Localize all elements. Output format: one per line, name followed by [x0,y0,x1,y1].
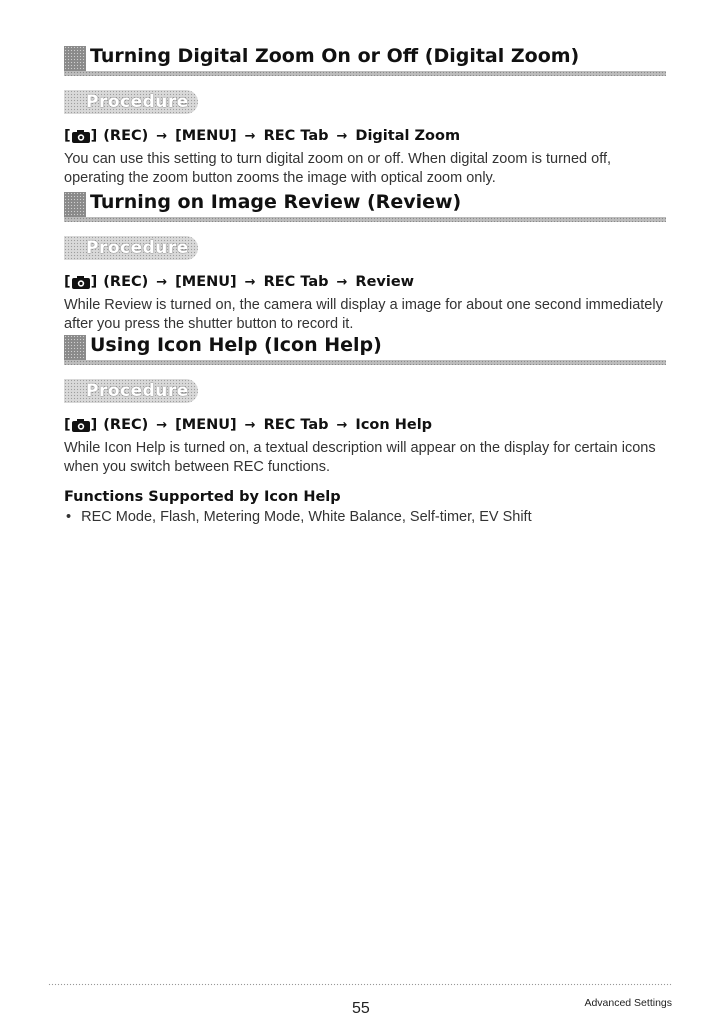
camera-icon: [ ] [64,417,98,433]
procedure-label: Procedure [86,381,189,401]
path-menu: [MENU] [175,128,237,144]
menu-path [64,128,664,144]
path-tab: REC Tab [263,274,329,290]
path-menu: [MENU] [175,274,237,290]
camera-icon: [ ] [64,274,98,290]
path-tab: REC Tab [263,128,329,144]
procedure-tab [64,377,664,407]
section-description: While Review is turned on, the camera will display a image for about one second immediately after you press the shutter button to record it. [64,297,663,332]
path-item: Digital Zoom [355,128,461,144]
section-title: Turning Digital Zoom On or Off (Digital Zoom) [90,45,580,67]
camera-icon: [ ] [64,128,98,144]
heading-rule [64,217,666,222]
bullet-icon: • [66,509,72,525]
arrow-icon: → [244,274,256,290]
section-heading [64,331,664,365]
subheading: Functions Supported by Icon Help [64,489,341,505]
arrow-icon: → [156,128,168,144]
menu-path [64,417,664,433]
procedure-label: Procedure [86,92,189,112]
section-review [64,188,664,334]
procedure-tab [64,234,664,264]
section-heading [64,42,664,76]
heading-rule [64,71,666,76]
bullet-item [64,509,664,525]
arrow-icon: → [244,128,256,144]
path-rec: (REC) [103,274,149,290]
section-description: While Icon Help is turned on, a textual description will appear on the display for certain icons when you switch between REC functions. [64,440,656,475]
menu-path [64,274,664,290]
path-item: Review [355,274,415,290]
arrow-icon: → [336,128,348,144]
procedure-tab [64,88,664,118]
heading-rule [64,360,666,365]
heading-marker [64,335,86,361]
arrow-icon: → [336,274,348,290]
arrow-icon: → [336,417,348,433]
arrow-icon: → [156,274,168,290]
path-tab: REC Tab [263,417,329,433]
arrow-icon: → [244,417,256,433]
footer-rule [48,983,672,986]
page-number: 55 [352,1000,370,1017]
bullet-text: REC Mode, Flash, Metering Mode, White Balance, Self-timer, EV Shift [81,509,532,525]
heading-marker [64,192,86,218]
section-digital-zoom [64,42,664,188]
section-icon-help [64,331,664,525]
section-heading [64,188,664,222]
path-rec: (REC) [103,417,149,433]
procedure-label: Procedure [86,238,189,258]
footer-section-label: Advanced Settings [584,997,672,1009]
section-description: You can use this setting to turn digital zoom on or off. When digital zoom is turned off, operating the zoom button zooms the image with optical zoom only. [64,151,612,186]
path-menu: [MENU] [175,417,237,433]
arrow-icon: → [156,417,168,433]
section-title: Turning on Image Review (Review) [90,191,462,213]
path-rec: (REC) [103,128,149,144]
heading-marker [64,46,86,72]
section-title: Using Icon Help (Icon Help) [90,334,382,356]
path-item: Icon Help [355,417,433,433]
